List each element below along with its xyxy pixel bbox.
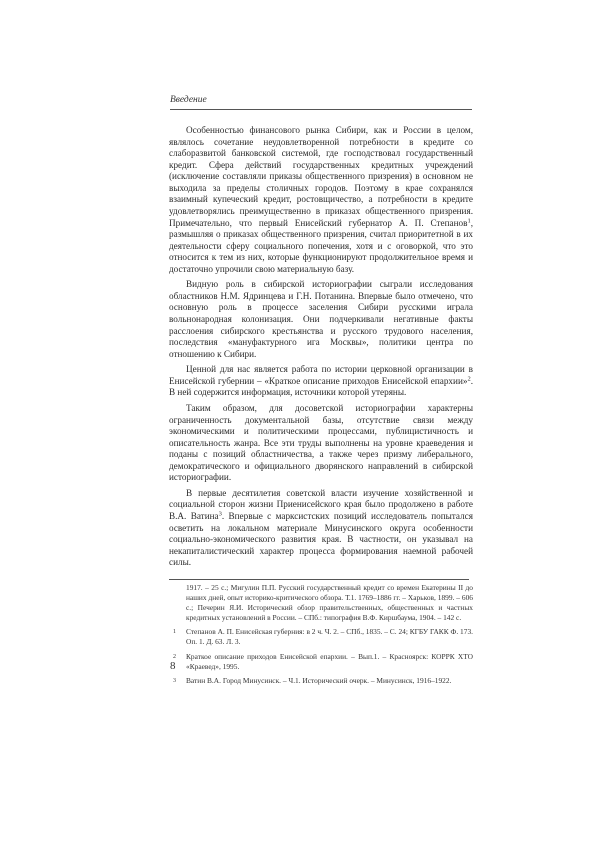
main-text (169, 125, 473, 573)
footnote-ref[interactable]: 1 (467, 217, 471, 224)
footnote-text: Краткое описание приходов Енисейской епархии. – Вып.1. – Красноярск: КОРРК ХТО «Краевед», 1995. (186, 651, 473, 671)
footnote-number: 1 (173, 629, 176, 636)
footnote (173, 583, 473, 623)
page-number: 8 (170, 660, 176, 672)
paragraph: Особенностью финансового рынка Сибири, как и России в целом, являлось сочетание неудовлетворенной потребности в кредите со слаборазвитой банковской системой, где господствовал государственный кредит. Сфера действий государственных кредитных учреждений (исключение составляли приказы общественного призрения) в основном не выходила за пределы столичных городов. Поэтому в крае сохранялся взаимный купеческий кредит, ростовщичество, а потребности в кредите удовлетворялись преимущественно в приказах общественного призрения. Примечательно, что первый Енисейский губернатор А. П. Степанов$^1$, размышляя о приказах общественного призрения, считал приоритетной в их деятельности сферу социального попечения, хотя и с оговоркой, что это относится к тем из них, которые функционируют продолжительное время и достаточно упрочили свою материальную базу. (169, 125, 473, 274)
footnote-number: 3 (173, 677, 176, 684)
footnote (173, 627, 473, 647)
paragraph: Ценной для нас является работа по истории церковной организации в Енисейской губернии – «Краткое описание приходов Енисейской епархии»$^2$. В ней содержится информация, источники которой утеряны. (169, 364, 473, 398)
footnote-separator (169, 579, 469, 580)
footnotes (173, 583, 473, 690)
section-title: Введение (170, 95, 207, 105)
footnote-ref[interactable]: 2 (467, 375, 471, 383)
footnote-number: 2 (173, 653, 176, 660)
footnote-text: 1917. – 25 с.; Мигулин П.П. Русский государственный кредит со времен Екатерины II до наших дней, опыт историко-критического обзора. Т.1. 1769–1886 гг. – Харьков, 1899. – 606 с.; Печерин Я.И. Исторический обзор правительственных, общественных и частных кредитных установлений в России. – СПб.: типография В.Ф. Киршбаума, 1904. – 142 с. (186, 583, 473, 623)
footnote-text: Степанов А. П. Енисейская губерния: в 2 ч. Ч. 2. – СПб., 1835. – С. 24; КГБУ ГАКК Ф. 173. Оп. 1. Д. 63. Л. 3. (186, 627, 473, 647)
footnote (173, 676, 473, 686)
footnote-ref[interactable]: 3 (218, 510, 222, 518)
footnote-text: Ватин В.А. Город Минусинск. – Ч.1. Исторический очерк. – Минусинск, 1916–1922. (186, 675, 452, 685)
paragraph: Таким образом, для досоветской историографии характерны ограниченность документальной базы, отсутствие связи между экономическими и политическими процессами, публицистичность и описательность жанра. Все эти труды выполнены на уровне краеведения и поданы с позиций областничества, а также через призму либерального, демократического и официального дворянского направлений в сибирской историографии. (169, 402, 473, 483)
paragraph: Видную роль в сибирской историографии сыграли исследования областников Н.М. Ядринцева и Г.Н. Потанина. Впервые было отмечено, что основную роль в процессе заселения Сибири русскими играла вольнонародная колонизация. Они подчеркивали негативные факты расслоения сибирского крестьянства и русского трудового населения, последствия «мануфактурного ига Москвы», политики центра по отношению к Сибири. (169, 279, 473, 359)
running-header (170, 89, 472, 110)
paragraph: В первые десятилетия советской власти изучение хозяйственной и социальной сторон жизни Приенисейского края было продолжено в работе В.А. Ватина$^3$. Впервые с марксистских позиций исследователь попытался осветить на локальном материале Минусинского округа особенности социально-экономического развития края. В частности, он указывал на некапиталистический характер процесса формирования наемной рабочей силы. (169, 487, 473, 568)
footnote (173, 652, 473, 672)
